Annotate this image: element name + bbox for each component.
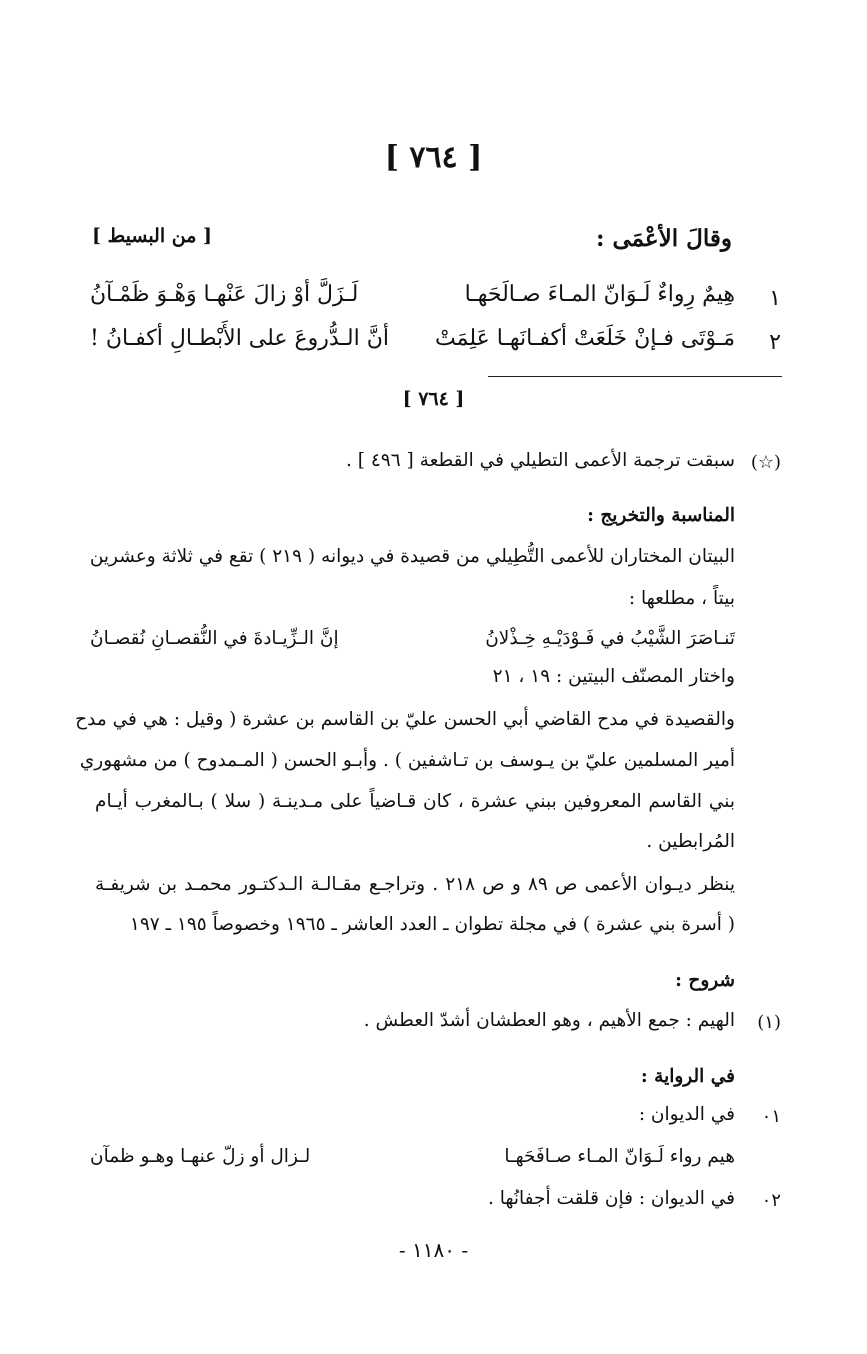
paragraph-line: بيتاً ، مطلعها : [628, 588, 735, 609]
paragraph-line: ( أسرة بني عشرة ) في مجلة تطوان ـ العدد العاشر ـ ١٩٦٥ وخصوصاً ١٩٥ ـ ١٩٧ [129, 914, 735, 935]
verse-number: ١ [769, 286, 781, 311]
variant-verse-first: هيم رواء لَـوَانّ المـاء صـافَحَهـا [504, 1146, 735, 1167]
paragraph-line: واختار المصنّف البيتين : ١٩ ، ٢١ [492, 666, 735, 687]
verse-second-hemistich: لَـزَلَّ أوْ زالَ عَنْهـا وَهْـوَ ظَمْـآنُ [90, 282, 359, 307]
paragraph-line: أمير المسلمين عليّ بن يـوسف بن تـاشفين ) . وأبـو الحسن ( المـمدوح ) من مشهوري [79, 750, 735, 771]
biography-note: سبقت ترجمة الأعمى التطيلي في القطعة [ ٤٩٦ ] . [346, 450, 735, 471]
notes-title: [ ٧٦٤ ] [402, 388, 465, 410]
star-marker: (☆) [750, 452, 781, 473]
section-title-variants: في الرواية : [640, 1066, 735, 1087]
opening-verse-second: إنَّ الـزِّيـادةَ في النُّقصـانِ نُقصـانُ [90, 628, 339, 649]
verse-number: ٢ [769, 330, 781, 355]
meter-label: [ من البسيط ] [92, 225, 212, 247]
paragraph-line: والقصيدة في مدح القاضي أبي الحسن عليّ بن القاسم بن عشرة ( وقيل : هي في مدح [75, 709, 735, 730]
separator-line [488, 376, 782, 377]
page-title: [ ٧٦٤ ] [384, 140, 483, 175]
variant-number: ٠١ [761, 1106, 781, 1127]
section-title-explanations: شروح : [675, 970, 735, 991]
opening-verse-first: تَنـاصَرَ الشَّيْبُ في فَـوْدَيْـهِ خِـذْلانُ [485, 628, 735, 649]
paragraph-line: البيتان المختاران للأعمى التُّطِيلي من قصيدة في ديوانه ( ٢١٩ ) تقع في ثلاثة وعشرين [89, 546, 735, 567]
poet-heading: وقالَ الأعْمَى : [595, 225, 732, 252]
variant-text: في الديوان : [638, 1104, 735, 1125]
verse-first-hemistich: مَـوْتَى فـإنْ خَلَعَتْ أكفـانَهـا عَلِمَتْ [435, 326, 735, 351]
variant-verse-second: لـزال أو زلّ عنهـا وهـو ظمآن [90, 1146, 311, 1167]
page-number: - ١١٨٠ - [398, 1238, 469, 1262]
verse-first-hemistich: هِيمٌ رِواءٌ لَـوَانّ المـاءَ صـالَحَهـا [464, 282, 735, 307]
paragraph-line: بني القاسم المعروفين ببني عشرة ، كان قـاضياً على مـدينـة ( سلا ) بـالمغرب أيـام [95, 791, 735, 812]
variant-number: ٠٢ [761, 1190, 781, 1211]
paragraph-line: المُرابطين . [646, 831, 735, 852]
verse-second-hemistich: أنَّ الـدُّروعَ على الأَبْطـالِ أكفـانُ ! [90, 326, 389, 351]
explanation-number: (١) [757, 1012, 781, 1033]
paragraph-line: ينظر ديـوان الأعمى ص ٨٩ و ص ٢١٨ . وتراجـع مقـالـة الـدكتـور محمـد بن شريفـة [95, 874, 735, 895]
variant-text: في الديوان : فإن قلقت أجفانُها . [487, 1188, 735, 1209]
explanation-text: الهيم : جمع الأهيم ، وهو العطشان أشدّ العطش . [363, 1010, 735, 1031]
section-title-occasion: المناسبة والتخريج : [587, 505, 735, 526]
